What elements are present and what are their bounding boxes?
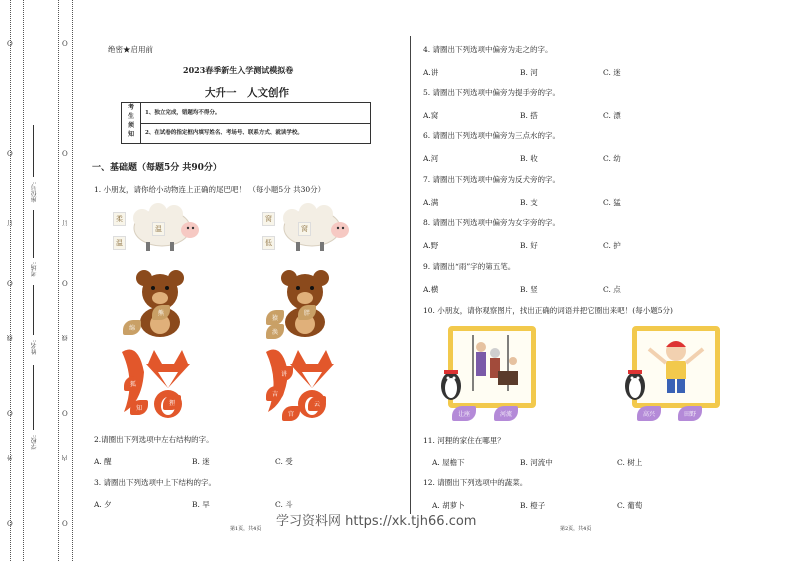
option[interactable]: C. 漂 <box>603 111 621 120</box>
option[interactable]: B. 支 <box>520 198 538 207</box>
char-tile[interactable]: 猿 <box>266 310 284 325</box>
sheep-eye <box>342 227 344 229</box>
question-8: 8. 请圈出下列选项中偏旁为女字旁的字。 <box>423 218 561 227</box>
secret-mark: 绝密★启用前 <box>108 45 153 54</box>
word-choice[interactable]: 河流 <box>494 406 518 421</box>
notice-head-char: 考 <box>127 104 134 111</box>
sheep-leg <box>320 242 324 251</box>
person-head <box>476 342 486 352</box>
outer-mark: 订 <box>7 220 14 226</box>
sheep-wool <box>299 203 317 221</box>
binding-ring: O <box>7 280 13 288</box>
question-2: 2.请圈出下列选项中左右结构的字。 <box>94 435 214 444</box>
option[interactable]: A. 醒 <box>94 457 112 466</box>
notice-head-char: 须 <box>127 122 134 129</box>
bear-muzzle <box>152 292 168 304</box>
char-tile[interactable]: 窝 <box>262 212 275 226</box>
question-3: 3. 请圈出下列选项中上下结构的字。 <box>94 478 217 487</box>
bus-seat <box>498 371 518 385</box>
char-tile[interactable]: 云 <box>308 396 326 411</box>
option[interactable]: B. 好 <box>520 241 538 250</box>
option[interactable]: B. 河流中 <box>520 458 553 467</box>
sheep-leg <box>146 242 150 251</box>
sheep-wool <box>133 209 151 227</box>
question-5: 5. 请圈出下列选项中偏旁为提手旁的字。 <box>423 88 561 97</box>
option[interactable]: C. 点 <box>603 285 621 294</box>
bear-eye <box>151 286 155 290</box>
option[interactable]: C. 受 <box>275 457 293 466</box>
option[interactable]: B. 河 <box>520 68 538 77</box>
penguin-hat <box>628 370 642 374</box>
notice-row: 2、在试卷的指定框内填写姓名、考场号、联系方式、就读学校。 <box>145 130 303 136</box>
exam-no-field-line[interactable] <box>33 210 34 258</box>
option[interactable]: C. 斗 <box>275 500 293 509</box>
char-tile[interactable]: 温 <box>152 222 165 236</box>
option[interactable]: A.野 <box>423 241 439 250</box>
option[interactable]: A.满 <box>423 198 439 207</box>
boy-arm <box>686 349 703 363</box>
exam-no-label: 考场: <box>31 262 38 277</box>
option[interactable]: B. 早 <box>192 500 210 509</box>
notice-head <box>122 103 141 143</box>
boy-leg <box>677 379 685 393</box>
boy-leg <box>667 379 675 393</box>
section-title: 一、基础题（每题5分 共90分） <box>92 163 222 173</box>
outer-mark: 线 <box>7 335 14 341</box>
penguin-belly <box>445 378 457 398</box>
option[interactable]: B. 迷 <box>192 457 210 466</box>
seat-field-line[interactable] <box>33 125 34 177</box>
option[interactable]: B. 橙子 <box>520 501 546 510</box>
bear-eye <box>296 286 300 290</box>
bear-eye <box>310 286 314 290</box>
char-tile[interactable]: 胖 <box>298 305 316 320</box>
char-tile[interactable]: 熊 <box>152 305 170 320</box>
option[interactable]: B. 收 <box>520 154 538 163</box>
binding-ring: O <box>7 40 13 48</box>
boy-shirt <box>666 361 686 379</box>
happy-boy-illustration <box>637 331 715 403</box>
exam-subtitle: 大升一 人文创作 <box>205 87 289 99</box>
sheep-eye <box>337 227 339 229</box>
school-label: 学校: <box>31 435 38 450</box>
penguin-hat <box>444 370 458 374</box>
fox-ear <box>318 350 332 364</box>
binding-ring: O <box>62 150 68 158</box>
sheep-eye <box>192 227 194 229</box>
binding-ring: O <box>62 410 68 418</box>
option[interactable]: A.横 <box>423 285 439 294</box>
notice-row: 1、独立完成，错题均不得分。 <box>141 103 370 124</box>
name-field-line[interactable] <box>33 285 34 335</box>
sheep-face <box>181 222 199 238</box>
column-divider <box>410 36 411 514</box>
char-tile[interactable]: 讲 <box>275 366 293 381</box>
penguin-eye <box>631 377 634 380</box>
exam-title: 2023春季新生入学测试模拟卷 <box>183 65 294 75</box>
fox-ear <box>292 350 306 364</box>
sheep-wool <box>165 205 183 223</box>
penguin-eye <box>453 377 456 380</box>
char-tile[interactable]: 绵 <box>123 320 141 335</box>
option[interactable]: C. 迷 <box>603 68 621 77</box>
question-12: 12. 请圈出下列选项中的蔬菜。 <box>423 478 528 487</box>
sheep-wool <box>315 205 333 223</box>
binding-ring: O <box>62 280 68 288</box>
page-number: 第1页，共4页 <box>230 526 262 532</box>
question-10: 10. 小朋友，请你观察图片，找出正确的词语并把它圈出来吧！(每小题5分) <box>423 306 673 315</box>
binding-line-2 <box>23 0 24 561</box>
bear-eye <box>165 286 169 290</box>
penguin-illustration <box>622 366 648 402</box>
sheep-leg <box>296 242 300 251</box>
option[interactable]: C. 猛 <box>603 198 621 207</box>
outer-mark: 外 <box>7 455 14 461</box>
name-label: 姓名: <box>31 340 38 355</box>
binding-line-3 <box>58 0 59 561</box>
option[interactable]: A. 胡萝卜 <box>432 501 465 510</box>
boy-arm <box>649 349 666 363</box>
question-7: 7. 请圈出下列选项中偏旁为反犬旁的字。 <box>423 175 561 184</box>
penguin-illustration <box>438 366 464 402</box>
person-body <box>476 352 486 376</box>
fox-illustration-right <box>262 342 342 422</box>
inner-mark: 内 <box>62 455 69 461</box>
word-choice[interactable]: 高兴 <box>637 406 661 421</box>
option[interactable]: C. 葡萄 <box>617 501 643 510</box>
school-field-line[interactable] <box>33 365 34 430</box>
inner-mark: 订 <box>62 220 69 226</box>
char-tile[interactable]: 低 <box>262 236 275 250</box>
fox-ear <box>148 350 162 364</box>
fox-ear <box>174 350 188 364</box>
sheep-leg <box>170 242 174 251</box>
bus-scene-illustration <box>453 331 531 403</box>
binding-ring: O <box>7 520 13 528</box>
page-number: 第2页，共4页 <box>560 526 592 532</box>
penguin-eye <box>637 377 640 380</box>
question-11: 11. 河狸的家住在哪里？ <box>423 436 505 445</box>
char-tile[interactable]: 知 <box>130 400 148 415</box>
option[interactable]: C. 护 <box>603 241 621 250</box>
sheep-face <box>331 222 349 238</box>
elder-head <box>490 348 500 358</box>
binding-ring: O <box>7 150 13 158</box>
option[interactable]: B. 搭 <box>520 111 538 120</box>
char-tile[interactable]: 吉 <box>266 386 284 401</box>
option[interactable]: A.窝 <box>423 111 439 120</box>
child-head <box>509 357 517 365</box>
option[interactable]: B. 竖 <box>520 285 538 294</box>
notice-head-char: 生 <box>127 113 134 120</box>
question-6: 6. 请圈出下列选项中偏旁为三点水的字。 <box>423 131 561 140</box>
question-4: 4. 请圈出下列选项中偏旁为走之的字。 <box>423 45 553 54</box>
bear-muzzle <box>297 292 313 304</box>
char-tile[interactable]: 窝 <box>298 222 311 236</box>
penguin-eye <box>447 377 450 380</box>
char-tile[interactable]: 温 <box>113 236 126 250</box>
word-choice[interactable]: 田野 <box>678 406 702 421</box>
penguin-belly <box>629 378 641 398</box>
word-choice[interactable]: 让座 <box>452 406 476 421</box>
question-9: 9. 请圈出“雨”字的第五笔。 <box>423 262 516 271</box>
option[interactable]: A. 屋檐下 <box>432 458 465 467</box>
seat-label: 座位号: <box>31 182 38 203</box>
binding-ring: O <box>62 40 68 48</box>
boy-hat <box>666 341 686 347</box>
sheep-wool <box>149 203 167 221</box>
notice-head-char: 知 <box>127 131 134 138</box>
char-tile[interactable]: 宫 <box>282 406 300 421</box>
notice-box <box>121 102 371 144</box>
char-tile[interactable]: 柔 <box>113 212 126 226</box>
char-tile[interactable]: 狐 <box>124 376 142 391</box>
char-tile[interactable]: 涣 <box>266 324 284 339</box>
option[interactable]: A.河 <box>423 154 439 163</box>
binding-line-inner <box>72 0 73 561</box>
option[interactable]: A.讲 <box>423 68 439 77</box>
binding-ring: O <box>62 520 68 528</box>
char-tile[interactable]: 狸 <box>163 395 181 410</box>
inner-mark: 线 <box>62 335 69 341</box>
binding-ring: O <box>7 410 13 418</box>
sheep-eye <box>187 227 189 229</box>
option[interactable]: C. 树上 <box>617 458 643 467</box>
option[interactable]: A. 夕 <box>94 500 112 509</box>
option[interactable]: C. 幼 <box>603 154 621 163</box>
question-1: 1. 小朋友，请你给小动物连上正确的尾巴吧！ （每小题5分 共30分） <box>94 185 326 194</box>
watermark: 学习资料网 https://xk.tjh66.com <box>276 514 477 529</box>
